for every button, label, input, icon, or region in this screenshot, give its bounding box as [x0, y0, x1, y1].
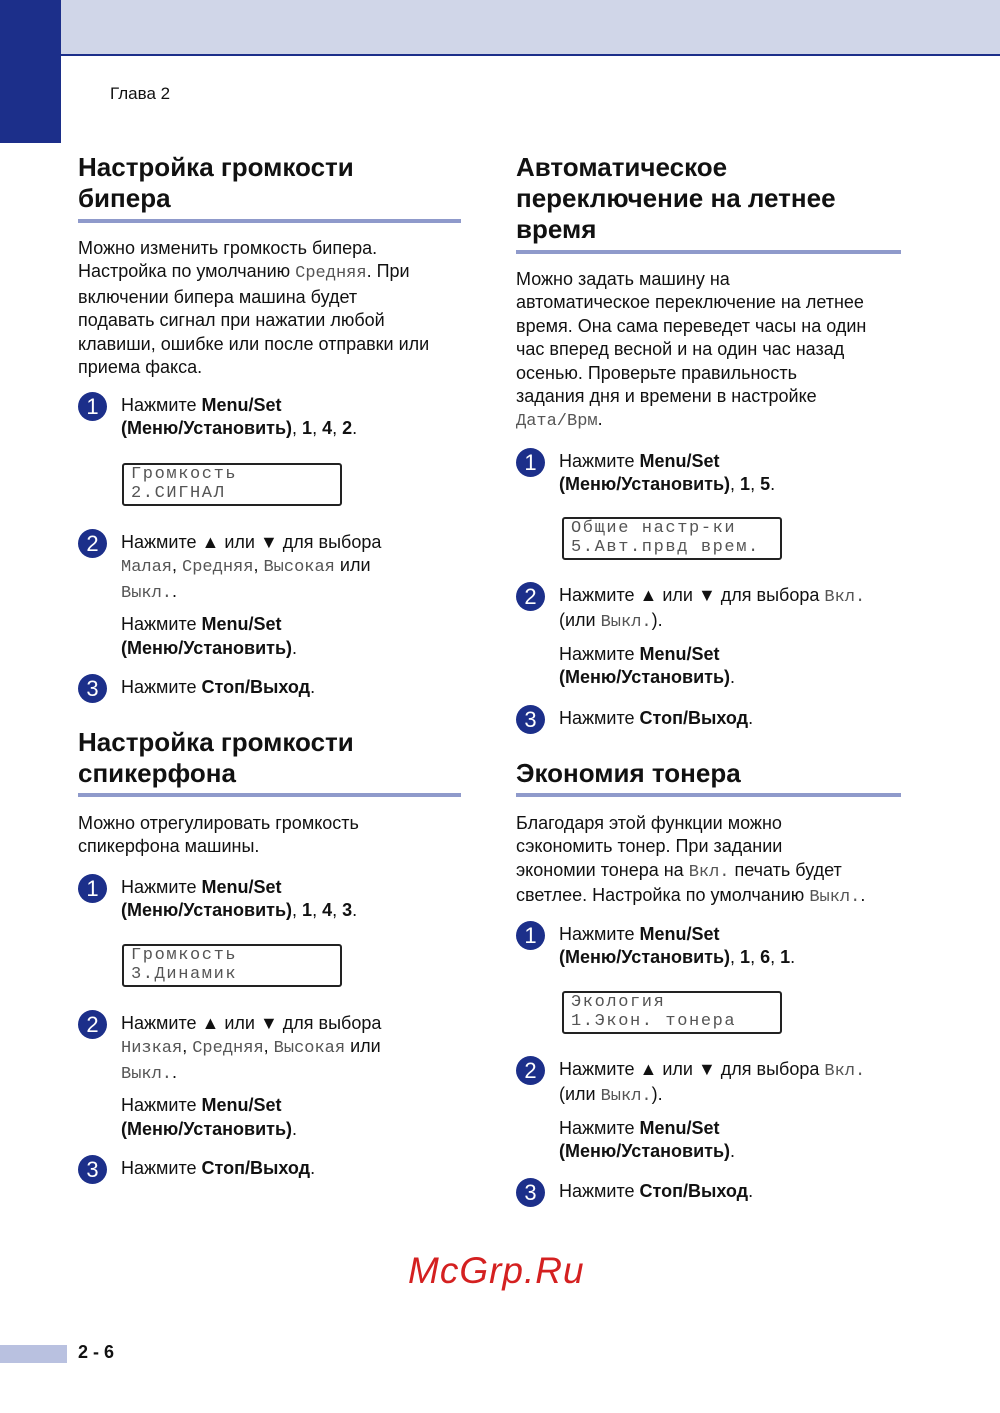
step-paragraph: [559, 707, 753, 730]
text-run: клавиши, ошибке или после отправки или: [78, 333, 430, 354]
text-line: [559, 609, 865, 634]
text-line: [516, 362, 866, 385]
text-run: .: [597, 409, 603, 430]
key-name: (Меню/Установить): [121, 1118, 293, 1139]
lcd-value: Высокая: [263, 558, 335, 578]
step-number-icon: 3: [78, 674, 107, 703]
text-run: ,: [172, 555, 183, 576]
text-run: Нажмите: [559, 1117, 640, 1138]
text-line: [516, 385, 866, 408]
text-run: Нажмите ▲ или ▼ для выбора: [121, 532, 382, 552]
lcd-line: 1.Экон. тонера: [571, 1011, 737, 1031]
step-text: [121, 876, 357, 931]
text-line: [559, 584, 865, 609]
step-number-icon: 1: [78, 874, 107, 903]
text-run: ,: [332, 418, 343, 439]
text-line: [559, 450, 775, 473]
lcd-line: Громкость: [131, 465, 238, 484]
intro-paragraph: [516, 268, 866, 434]
key-name: Menu/Set: [639, 1117, 720, 1138]
step-paragraph: [121, 876, 357, 923]
text-run: Можно отрегулировать громкость: [78, 813, 359, 833]
lcd-display: [122, 944, 342, 987]
section-title: [78, 152, 478, 214]
text-run: ,: [730, 474, 741, 495]
watermark-logo: McGrp.Ru: [408, 1250, 585, 1291]
step-text: [121, 676, 315, 707]
key-name: 2: [342, 418, 353, 439]
text-run: Нажмите: [121, 614, 202, 635]
lcd-line: 3.Динамик: [131, 964, 238, 984]
text-run: .: [292, 637, 298, 658]
text-line: [559, 473, 775, 496]
step-text: [559, 584, 865, 698]
key-name: (Меню/Установить): [121, 418, 293, 439]
text-run: Нажмите: [121, 677, 202, 697]
key-name: 1: [302, 900, 313, 921]
text-run: ,: [750, 947, 761, 968]
text-run: .: [292, 1118, 298, 1139]
step-text: [559, 1180, 753, 1211]
text-line: [121, 580, 381, 605]
title-rule: [78, 793, 461, 797]
text-run: Нажмите: [559, 708, 640, 728]
lcd-line: Громкость: [131, 946, 238, 965]
text-line: [121, 637, 381, 660]
text-line: [78, 237, 429, 260]
text-line: [78, 286, 429, 309]
text-line: [121, 531, 381, 554]
text-run: подавать сигнал при нажатии любой: [78, 310, 385, 331]
step-text: [121, 1012, 381, 1149]
text-line: [121, 899, 357, 922]
step-paragraph: [559, 584, 865, 635]
text-run: Можно задать машину на: [516, 269, 730, 289]
step-number-icon: 1: [516, 921, 545, 950]
key-name: Стоп/Выход: [201, 677, 311, 697]
text-run: осенью. Проверьте правильность: [516, 362, 798, 383]
title-rule: [78, 219, 461, 223]
lcd-value: Вкл.: [824, 588, 866, 607]
text-line: [559, 643, 865, 666]
text-line: [516, 884, 865, 909]
text-run: включении бипера машина будет: [78, 286, 358, 307]
text-line: [559, 1117, 865, 1140]
lcd-display: [562, 991, 782, 1034]
text-run: час вперед весной и на один час назад: [516, 339, 845, 360]
text-run: .: [310, 677, 316, 697]
key-name: Menu/Set: [201, 1095, 282, 1116]
lcd-value: Выкл.: [600, 613, 652, 633]
title-line: переключение на летнее: [516, 183, 836, 213]
step-paragraph: [559, 923, 795, 970]
intro-paragraph: [78, 812, 359, 859]
step-number-icon: 3: [516, 705, 545, 734]
text-line: [78, 309, 429, 332]
text-run: ,: [730, 947, 741, 968]
key-name: 1: [740, 474, 751, 495]
text-run: Нажмите: [121, 877, 202, 897]
text-run: .: [730, 1141, 736, 1162]
text-line: [516, 859, 865, 884]
text-run: Нажмите: [121, 1158, 202, 1178]
title-line: Экономия тонера: [516, 758, 741, 788]
step-number-icon: 2: [78, 529, 107, 558]
step-paragraph: [121, 676, 315, 699]
text-run: Нажмите: [121, 395, 202, 415]
key-name: (Меню/Установить): [559, 474, 731, 495]
text-run: автоматическое переключение на летнее: [516, 292, 864, 313]
lcd-display: [122, 463, 342, 506]
step-paragraph: [121, 1157, 315, 1180]
text-run: ,: [292, 900, 303, 921]
text-run: .: [770, 474, 776, 495]
title-line: бипера: [78, 183, 171, 213]
text-run: или: [334, 555, 371, 576]
text-line: [559, 707, 753, 730]
text-run: спикерфона машины.: [78, 836, 260, 857]
text-line: [78, 333, 429, 356]
key-name: 1: [302, 418, 313, 439]
lcd-line: 2.СИГНАЛ: [131, 483, 226, 503]
section-title: [78, 727, 478, 789]
section-title: [516, 758, 916, 789]
step-number-icon: 2: [516, 1056, 545, 1085]
step-paragraph: [121, 394, 357, 441]
text-run: . При: [366, 261, 410, 282]
text-run: Благодаря этой функции можно: [516, 813, 782, 833]
key-name: Стоп/Выход: [639, 708, 749, 728]
key-name: 4: [322, 900, 333, 921]
title-line: Автоматическое: [516, 152, 728, 182]
text-line: [559, 923, 795, 946]
text-run: ,: [292, 418, 303, 439]
text-run: ,: [770, 947, 781, 968]
step-number-icon: 3: [516, 1178, 545, 1207]
text-run: Нажмите: [121, 1095, 202, 1116]
footer-bar: [0, 1345, 67, 1363]
text-line: [121, 1118, 381, 1141]
text-line: [121, 613, 381, 636]
title-rule: [516, 250, 901, 254]
text-run: ,: [750, 474, 761, 495]
text-line: [121, 876, 357, 899]
text-run: время. Она сама переведет часы на один: [516, 315, 867, 336]
text-run: Можно изменить громкость бипера.: [78, 238, 378, 258]
step-paragraph: [559, 450, 775, 497]
key-name: Стоп/Выход: [639, 1181, 749, 1201]
text-run: Нажмите: [559, 643, 640, 664]
text-run: Нажмите: [559, 1181, 640, 1201]
text-run: ,: [312, 900, 323, 921]
text-line: [559, 1058, 865, 1083]
title-line: Настройка громкости: [78, 727, 354, 757]
step-paragraph: [559, 1058, 865, 1109]
lcd-value: Средняя: [192, 1039, 264, 1059]
lcd-line: Экология: [571, 993, 666, 1012]
text-run: ,: [253, 555, 264, 576]
text-line: [516, 315, 866, 338]
key-name: 4: [322, 418, 333, 439]
step-number-icon: 2: [516, 582, 545, 611]
text-run: Нажмите: [559, 924, 640, 944]
lcd-value: Выкл.: [121, 583, 173, 603]
text-run: .: [352, 900, 358, 921]
text-line: [559, 1083, 865, 1108]
text-line: [121, 1035, 381, 1060]
text-run: .: [730, 667, 736, 688]
text-run: .: [860, 885, 866, 906]
key-name: Стоп/Выход: [201, 1158, 311, 1178]
title-rule: [516, 793, 901, 797]
lcd-value: Низкая: [121, 1039, 183, 1059]
key-name: Menu/Set: [201, 877, 282, 897]
text-run: .: [172, 580, 178, 601]
key-name: 5: [760, 474, 771, 495]
text-run: .: [748, 708, 754, 728]
text-run: ).: [651, 610, 663, 631]
chapter-label: Глава 2: [110, 84, 171, 103]
text-line: [121, 1094, 381, 1117]
text-run: .: [748, 1181, 754, 1201]
text-run: печать будет: [729, 859, 842, 880]
key-name: 1: [740, 947, 751, 968]
text-line: [559, 1180, 753, 1203]
key-name: Menu/Set: [639, 643, 720, 664]
text-line: [559, 946, 795, 969]
section-title: [516, 152, 976, 245]
text-line: [121, 1157, 315, 1180]
key-name: (Меню/Установить): [559, 667, 731, 688]
text-run: (или: [559, 610, 601, 631]
text-run: Нажмите ▲ или ▼ для выбора: [559, 585, 825, 605]
step-paragraph: [121, 531, 381, 605]
text-run: или: [345, 1036, 381, 1057]
text-run: .: [352, 418, 358, 439]
header-band: [61, 0, 1000, 56]
text-run: приема факса.: [78, 357, 203, 378]
text-run: светлее. Настройка по умолчанию: [516, 885, 810, 906]
key-name: Menu/Set: [201, 395, 282, 415]
text-run: ,: [182, 1036, 193, 1057]
chapter-tab: [0, 0, 61, 143]
text-line: [559, 666, 865, 689]
lcd-value: Средняя: [182, 558, 254, 578]
text-run: .: [310, 1158, 316, 1178]
text-line: [121, 394, 357, 417]
text-run: сэкономить тонер. При задании: [516, 836, 783, 857]
lcd-line: 5.Авт.првд врем.: [571, 537, 760, 557]
title-line: спикерфона: [78, 758, 236, 788]
step-text: [121, 394, 357, 449]
text-run: задания дня и времени в настройке: [516, 386, 817, 407]
step-paragraph: [121, 613, 381, 660]
text-line: [121, 417, 357, 440]
text-run: ).: [651, 1084, 663, 1105]
text-line: [516, 408, 866, 433]
key-name: 6: [760, 947, 771, 968]
step-paragraph: [121, 1094, 381, 1141]
text-line: [516, 291, 866, 314]
text-line: [121, 676, 315, 699]
step-paragraph: [559, 1180, 753, 1203]
lcd-line: Общие настр-ки: [571, 519, 737, 538]
step-text: [559, 707, 753, 738]
lcd-value: Вкл.: [688, 862, 730, 882]
text-line: [78, 812, 359, 835]
step-paragraph: [121, 1012, 381, 1086]
step-text: [559, 923, 795, 978]
text-run: Нажмите ▲ или ▼ для выбора: [559, 1059, 825, 1079]
text-line: [516, 812, 865, 835]
text-line: [121, 1061, 381, 1086]
step-number-icon: 2: [78, 1010, 107, 1039]
key-name: (Меню/Установить): [559, 947, 731, 968]
text-line: [121, 554, 381, 579]
lcd-value: Выкл.: [809, 888, 861, 908]
text-line: [516, 338, 866, 361]
step-paragraph: [559, 1117, 865, 1164]
text-line: [78, 356, 429, 379]
text-line: [121, 1012, 381, 1035]
key-name: Menu/Set: [639, 924, 720, 944]
text-run: .: [790, 947, 796, 968]
text-run: .: [172, 1061, 178, 1082]
text-line: [559, 1140, 865, 1163]
lcd-value: Вкл.: [824, 1062, 866, 1081]
text-run: ,: [332, 900, 343, 921]
title-line: Настройка громкости: [78, 152, 354, 182]
text-line: [78, 260, 429, 285]
lcd-value: Выкл.: [121, 1064, 173, 1084]
step-text: [559, 1058, 865, 1172]
lcd-value: Выкл.: [600, 1087, 652, 1107]
text-line: [516, 268, 866, 291]
lcd-value: Малая: [121, 558, 173, 578]
text-run: Настройка по умолчанию: [78, 261, 296, 282]
intro-paragraph: [78, 237, 429, 379]
lcd-value: Средняя: [295, 264, 367, 284]
text-run: экономии тонера на: [516, 859, 689, 880]
text-run: Нажмите: [559, 451, 640, 471]
key-name: (Меню/Установить): [121, 637, 293, 658]
key-name: Menu/Set: [639, 451, 720, 471]
key-name: (Меню/Установить): [121, 900, 293, 921]
step-paragraph: [559, 643, 865, 690]
lcd-value: Высокая: [273, 1039, 346, 1059]
key-name: Menu/Set: [201, 614, 282, 635]
step-number-icon: 3: [78, 1155, 107, 1184]
text-run: (или: [559, 1084, 601, 1105]
text-run: ,: [312, 418, 323, 439]
step-number-icon: 1: [516, 448, 545, 477]
step-text: [121, 1157, 315, 1188]
lcd-value: Дата/Врм: [516, 412, 598, 432]
key-name: 1: [780, 947, 791, 968]
key-name: 3: [342, 900, 353, 921]
text-run: Нажмите ▲ или ▼ для выбора: [121, 1013, 382, 1033]
step-text: [121, 531, 381, 668]
intro-paragraph: [516, 812, 865, 910]
text-line: [78, 835, 359, 858]
key-name: (Меню/Установить): [559, 1141, 731, 1162]
step-number-icon: 1: [78, 392, 107, 421]
page-number: 2 - 6: [78, 1342, 115, 1362]
step-text: [559, 450, 775, 505]
text-run: ,: [263, 1036, 274, 1057]
text-line: [516, 835, 865, 858]
title-line: время: [516, 214, 597, 244]
lcd-display: [562, 517, 782, 560]
